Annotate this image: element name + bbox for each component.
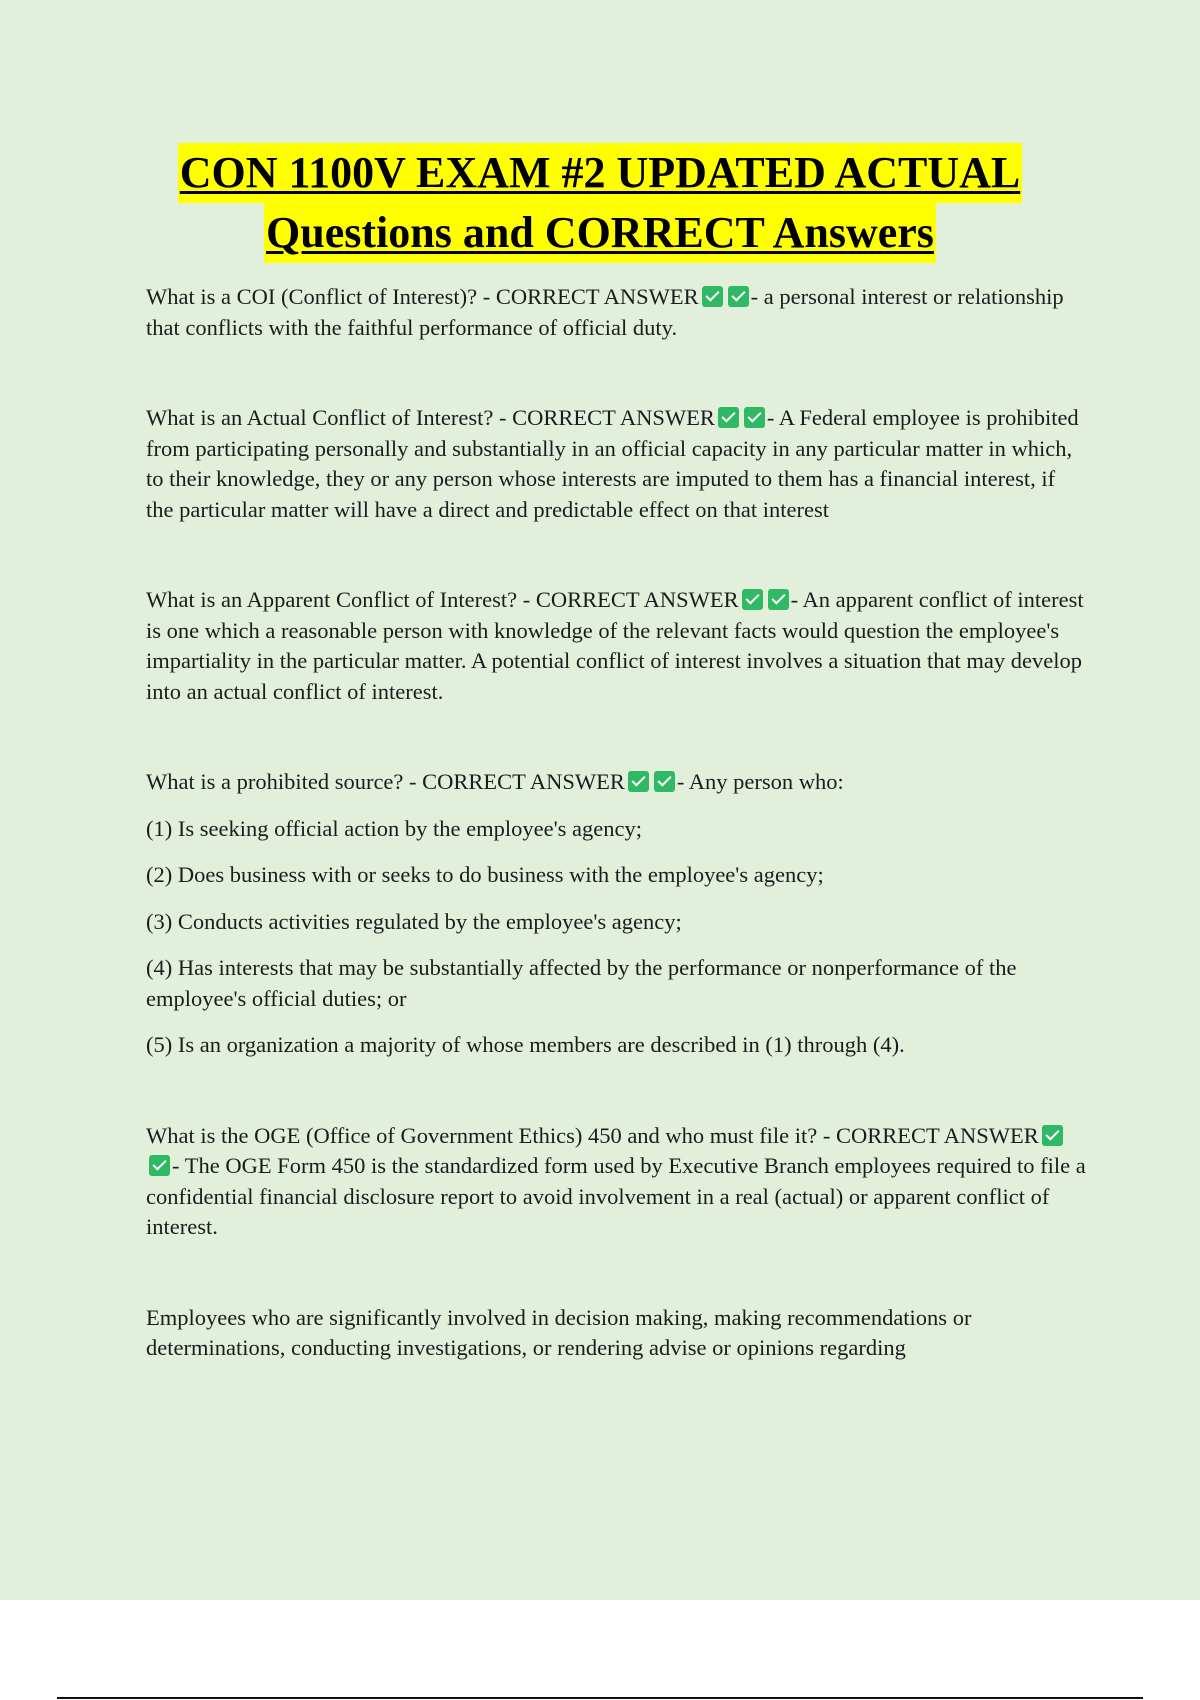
green-checkmark-icon [768, 589, 789, 610]
answer-text: - An apparent conflict of interest is one which a reasonable person with knowledge of the relevant facts would question the employee's impartiality in the particular matter. A potential conflict of interest involves a situation that may develop into an actual conflict of interest. [146, 587, 1084, 704]
list-item: (5) Is an organization a majority of whose members are described in (1) through (4). [146, 1032, 905, 1057]
title-line-1: CON 1100V EXAM #2 UPDATED ACTUAL [178, 143, 1023, 203]
answer-text: - The OGE Form 450 is the standardized form used by Executive Branch employees required to file a confidential financial disclosure report to avoid involvement in a real (actual) or apparent conflict of interest. [146, 1153, 1086, 1239]
question-text: What is an Actual Conflict of Interest? - CORRECT ANSWER [146, 405, 715, 430]
green-checkmark-icon [702, 286, 723, 307]
qa-question-line [146, 767, 1086, 798]
list-item: (2) Does business with or seeks to do business with the employee's agency; [146, 862, 824, 887]
green-checkmark-icon [718, 407, 739, 428]
answer-text: - Any person who: [676, 769, 844, 794]
answer-text: - a personal interest or relationship that conflicts with the faithful performance of official duty. [146, 284, 1064, 340]
title-line-2: Questions and CORRECT Answers [264, 203, 936, 263]
qa-content [146, 282, 1086, 1364]
green-checkmark-icon [1042, 1125, 1063, 1146]
qa-item-prohibited-source [146, 767, 1086, 1061]
qa-item-actual-coi [146, 403, 1086, 525]
question-text: What is a COI (Conflict of Interest)? - CORRECT ANSWER [146, 284, 699, 309]
green-checkmark-icon [628, 771, 649, 792]
question-text: What is an Apparent Conflict of Interest? - CORRECT ANSWER [146, 587, 739, 612]
list-item: (1) Is seeking official action by the employee's agency; [146, 815, 642, 841]
question-text: What is a prohibited source? - CORRECT ANSWER [146, 769, 625, 794]
footer-divider [57, 1697, 1143, 1699]
list-item: (4) Has interests that may be substantially affected by the performance or nonperformance of the employee's official duties; or [146, 955, 1017, 1011]
qa-item-coi [146, 282, 1086, 343]
qa-item-apparent-coi [146, 585, 1086, 707]
qa-item-oge-450 [146, 1121, 1086, 1243]
green-checkmark-icon [728, 286, 749, 307]
green-checkmark-icon [654, 771, 675, 792]
green-checkmark-icon [149, 1155, 170, 1176]
document-title [0, 143, 1200, 263]
question-text: What is the OGE (Office of Government Ethics) 450 and who must file it? - CORRECT ANSWER [146, 1122, 1039, 1148]
green-checkmark-icon [742, 589, 763, 610]
list-item: (3) Conducts activities regulated by the employee's agency; [146, 908, 682, 934]
trailing-paragraph: Employees who are significantly involved in decision making, making recommendations or determinations, conducting investigations, or rendering advise or opinions regarding [146, 1304, 972, 1360]
green-checkmark-icon [744, 407, 765, 428]
answer-text: - A Federal employee is prohibited from participating personally and substantially in an official capacity in any particular matter in which, to their knowledge, they or any person whose interests are imputed to them has a financial interest, if the particular matter will have a direct and predictable effect on that interest [146, 405, 1079, 522]
